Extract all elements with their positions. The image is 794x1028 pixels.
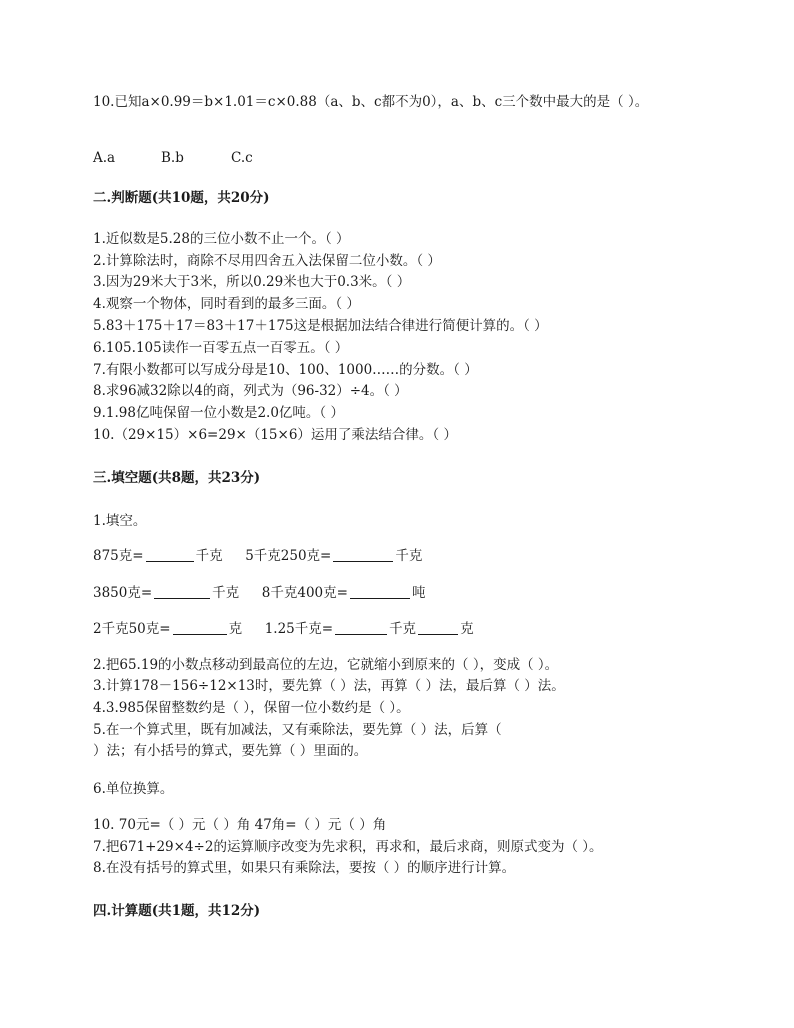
answer-blank[interactable] — [418, 620, 458, 635]
row2-text-c: 8千克400克= — [261, 585, 348, 601]
section-4-heading: 四.计算题(共1题，共12分) — [93, 903, 261, 919]
row2-text-b: 千克 — [212, 585, 240, 601]
judge-item-3: 3.因为29米大于3米，所以0.29米也大于0.3米。（ ） — [93, 274, 411, 290]
row3-text-c: 1.25千克= — [264, 621, 334, 637]
fill-row-1 — [93, 547, 422, 565]
judge-item-2: 2.计算除法时，商除不尽用四舍五入法保留二位小数。（ ） — [93, 253, 441, 269]
section-3-heading: 三.填空题(共8题，共23分) — [93, 470, 261, 486]
fill-item-5-line-2: ）法；有小括号的算式，要先算（ ）里面的。 — [93, 743, 368, 759]
judge-item-6: 6.105.105读作一百零五点一百零五。（ ） — [93, 340, 349, 356]
fill-item-7: 7.把671+29×4÷2的运算顺序改变为先求积，再求和，最后求商，则原式变为（ ）。 — [93, 839, 603, 855]
fill-item-10: 10. 70元=（ ）元（ ）角 47角=（ ）元（ ）角 — [93, 817, 387, 833]
fill-q1-title: 1.填空。 — [93, 513, 147, 529]
section-2-heading: 二.判断题(共10题，共20分) — [93, 190, 270, 206]
judge-item-1: 1.近似数是5.28的三位小数不止一个。（ ） — [93, 231, 350, 247]
row1-text-b: 千克 — [195, 548, 223, 564]
fill-item-4: 4.3.985保留整数约是（ ），保留一位小数约是（ ）。 — [93, 700, 410, 716]
answer-blank[interactable] — [146, 547, 194, 562]
judge-item-8: 8.求96减32除以4的商，列式为（96-32）÷4。（ ） — [93, 383, 408, 399]
row2-text-d: 吨 — [411, 585, 426, 601]
judge-item-5: 5.83＋175＋17＝83＋17＋175这是根据加法结合律进行简便计算的。（ ） — [93, 318, 548, 334]
row1-text-d: 千克 — [395, 548, 423, 564]
option-b: B.b — [161, 150, 184, 166]
fill-q6-title: 6.单位换算。 — [93, 781, 174, 797]
fill-row-3 — [93, 620, 474, 638]
row3-text-d: 千克 — [389, 621, 417, 637]
row3-text-e: 克 — [460, 621, 474, 637]
answer-blank[interactable] — [154, 584, 210, 599]
row1-text-a: 875克= — [93, 548, 144, 564]
judge-item-7: 7.有限小数都可以写成分母是10、100、1000……的分数。（ ） — [93, 362, 478, 378]
fill-item-8: 8.在没有括号的算式里，如果只有乘除法，要按（ ）的顺序进行计算。 — [93, 860, 516, 876]
fill-item-3: 3.计算178－156÷12×13时，要先算（ ）法，再算（ ）法，最后算（ ）法。 — [93, 678, 565, 694]
judge-item-4: 4.观察一个物体，同时看到的最多三面。（ ） — [93, 296, 360, 312]
row2-text-a: 3850克= — [93, 585, 153, 601]
answer-blank[interactable] — [333, 547, 393, 562]
question-10: 10.已知a×0.99＝b×1.01＝c×0.88（a、b、c都不为0），a、b、c三个数中最大的是（ ）。 — [93, 94, 649, 110]
row1-text-c: 5千克250克= — [245, 548, 332, 564]
option-a: A.a — [93, 150, 116, 166]
fill-row-2 — [93, 584, 425, 602]
row3-text-b: 克 — [228, 621, 243, 637]
option-c: C.c — [231, 150, 253, 166]
answer-blank[interactable] — [335, 620, 387, 635]
row3-text-a: 2千克50克= — [93, 621, 171, 637]
answer-blank[interactable] — [173, 620, 227, 635]
judge-item-10: 10.（29×15）×6=29×（15×6）运用了乘法结合律。（ ） — [93, 427, 457, 443]
fill-item-5-line-1: 5.在一个算式里，既有加减法，又有乘除法，要先算（ ）法，后算（ — [93, 722, 502, 738]
answer-blank[interactable] — [350, 584, 410, 599]
judge-item-9: 9.1.98亿吨保留一位小数是2.0亿吨。（ ） — [93, 405, 344, 421]
fill-item-2: 2.把65.19的小数点移动到最高位的左边，它就缩小到原来的（ ），变成（ ）。 — [93, 657, 559, 673]
